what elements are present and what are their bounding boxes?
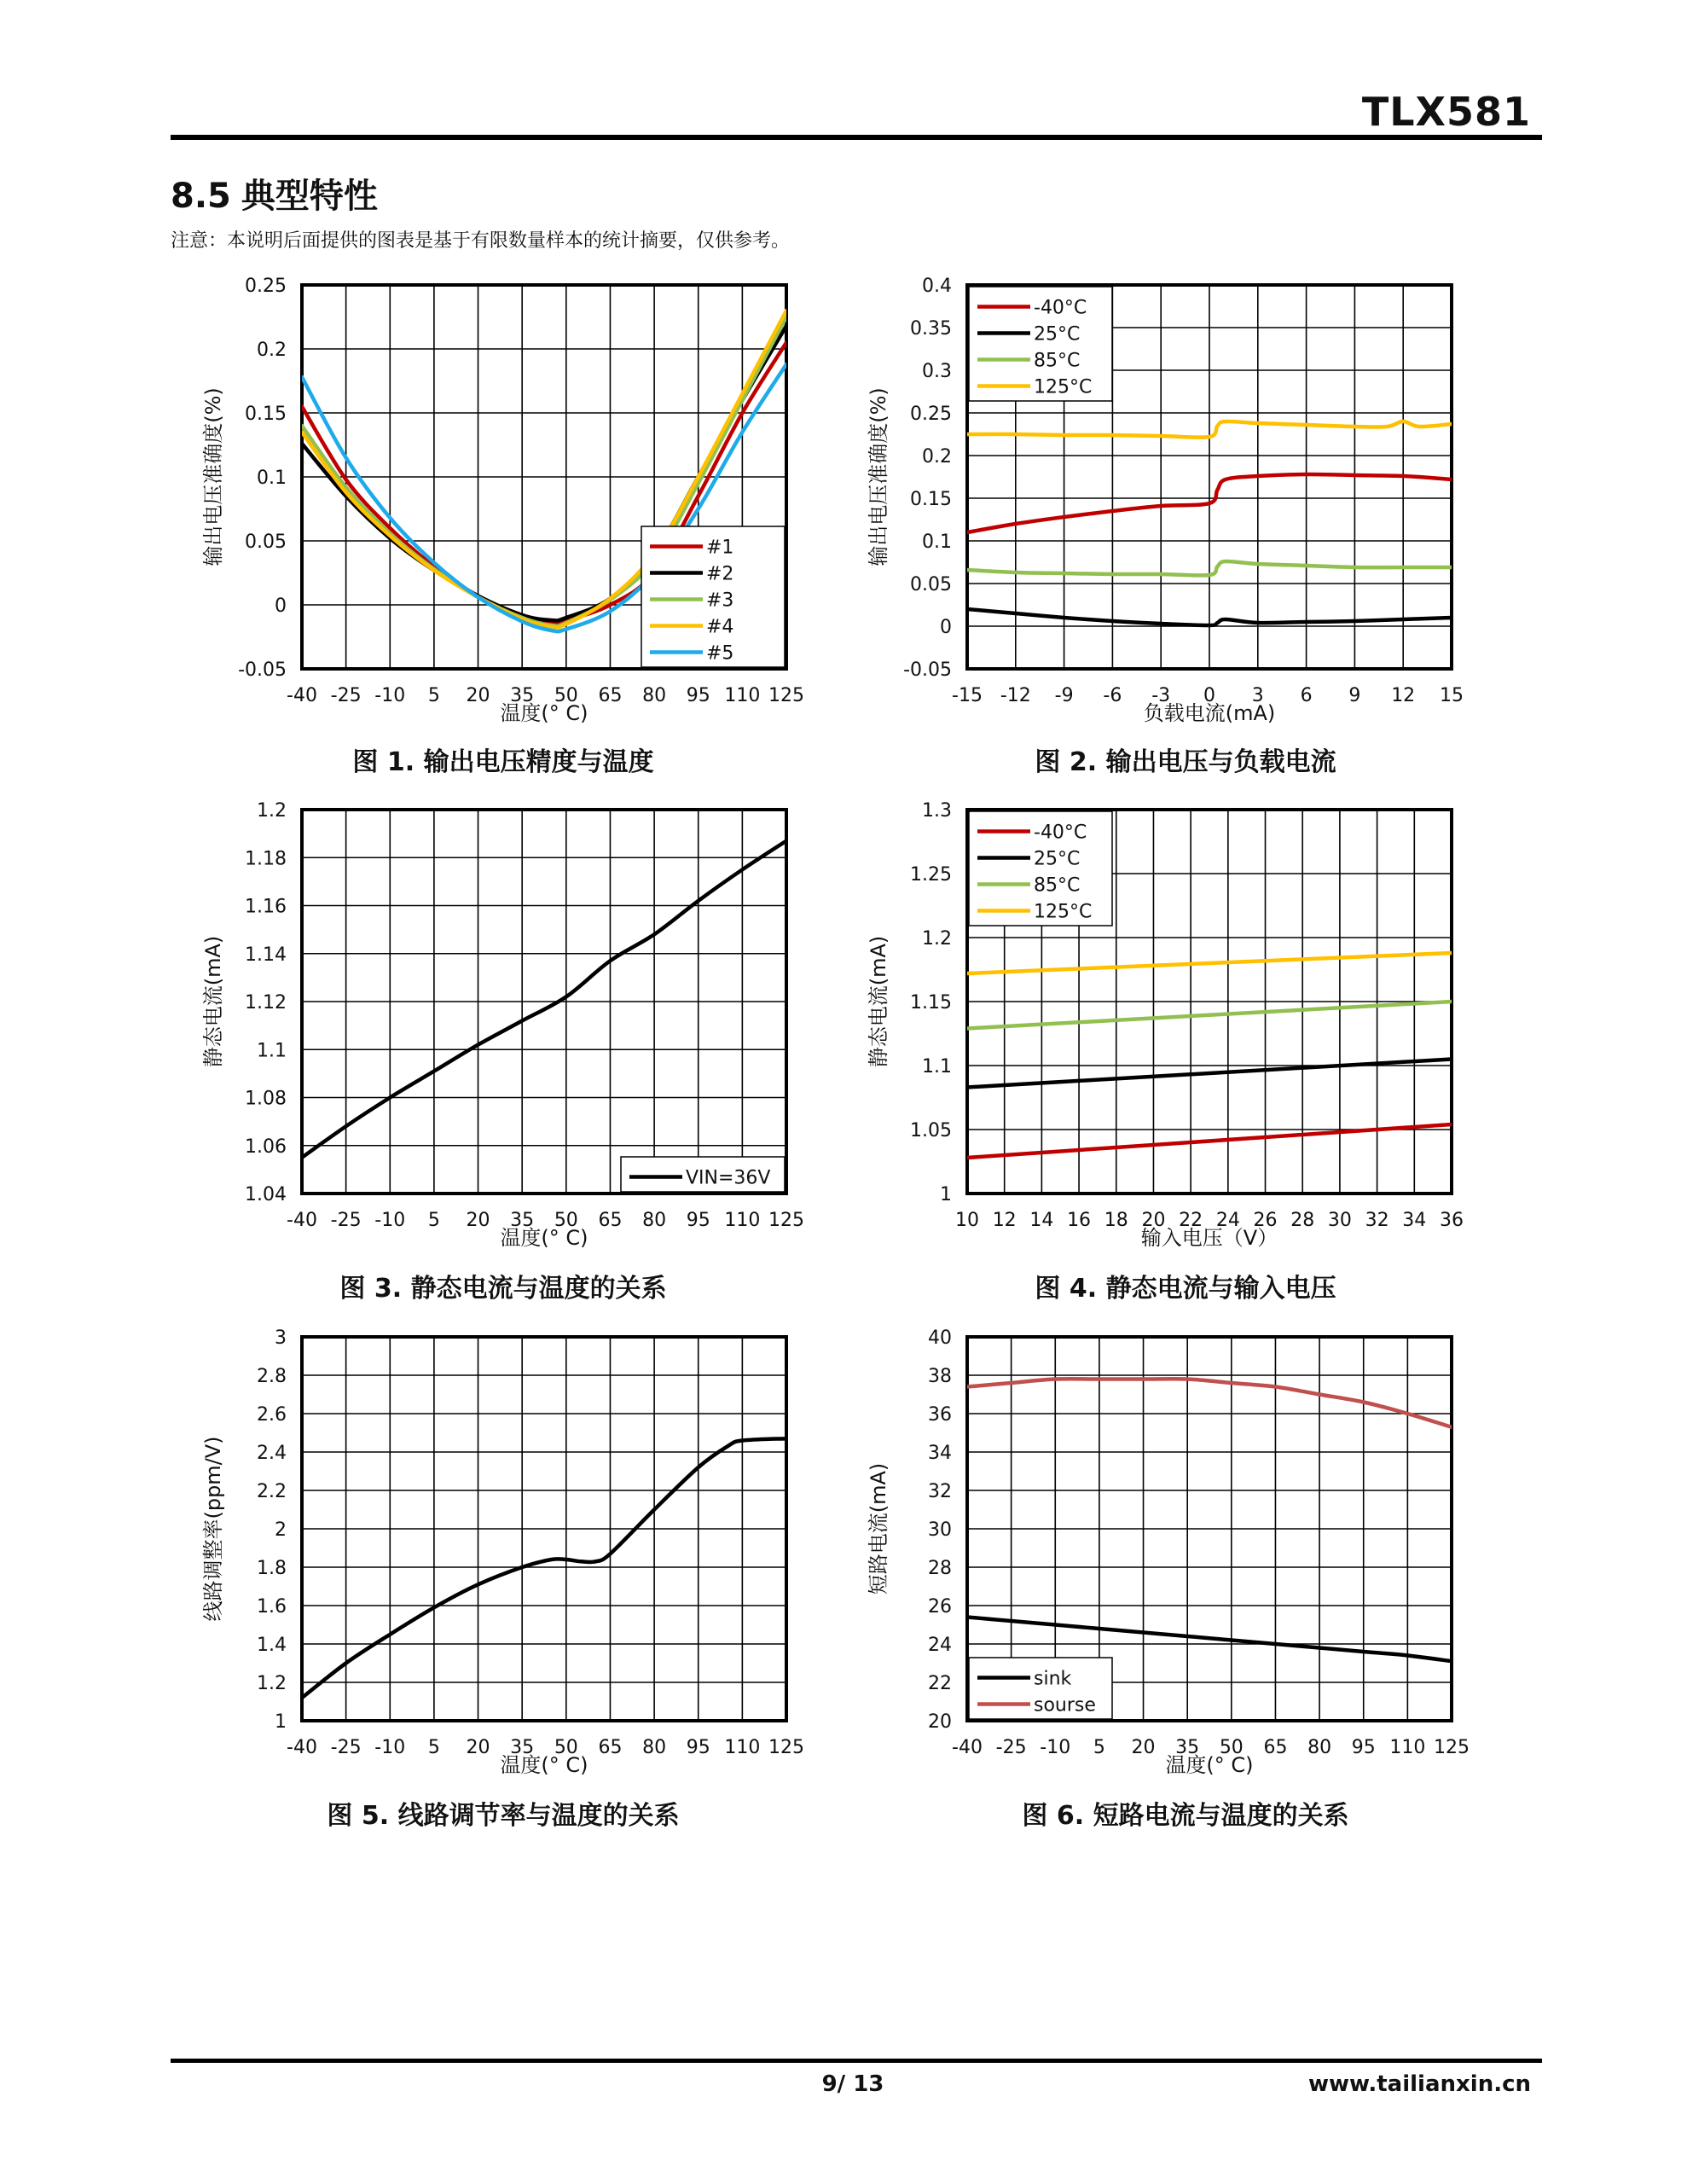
x-tick-label: -10 [374,1210,406,1231]
y-tick-label: 1.1 [922,1056,952,1077]
x-axis-label: 温度(° C) [500,1226,588,1250]
y-tick-label: 1 [275,1711,287,1733]
figure-3-chart [196,798,810,1250]
y-tick-label: 1.15 [910,992,952,1014]
x-tick-label: 36 [1440,1210,1464,1231]
x-tick-label: 110 [1389,1737,1426,1758]
x-tick-label: 6 [1300,685,1313,706]
legend-label: 85°C [1034,350,1081,372]
figure-3-caption: 图 3. 静态电流与温度的关系 [339,1274,667,1304]
x-tick-label: 30 [1327,1210,1352,1231]
legend-label: #1 [706,537,734,559]
y-tick-label: 1.04 [245,1184,287,1205]
x-tick-label: 32 [1365,1210,1389,1231]
x-tick-label: 80 [642,685,667,706]
x-tick-label: 20 [1141,1210,1166,1231]
y-tick-label: 2.6 [257,1404,287,1426]
y-tick-label: 0.2 [922,446,952,468]
y-axis-label: 线路调整率(ppm/V) [201,1436,225,1622]
y-tick-label: 0.4 [922,276,952,297]
x-tick-label: 9 [1348,685,1361,706]
x-tick-label: 12 [1391,685,1416,706]
x-tick-label: 65 [1263,1737,1288,1758]
x-tick-label: 34 [1402,1210,1427,1231]
chart-svg [196,273,810,725]
x-tick-label: 5 [1093,1737,1105,1758]
y-tick-label: 1.08 [245,1088,287,1110]
x-tick-label: 110 [724,1737,761,1758]
page-number: 9/ 13 [821,2071,884,2097]
y-axis-label: 输出电压准确度(%) [201,387,225,566]
x-tick-label: 95 [686,1210,710,1231]
x-tick-label: 95 [686,685,710,706]
x-tick-label: 22 [1179,1210,1203,1231]
y-tick-label: 32 [928,1481,952,1502]
series-group [302,841,786,1158]
x-tick-label: -25 [330,1737,362,1758]
y-tick-label: 40 [928,1327,952,1349]
series-line-2 [967,1060,1452,1088]
section-note: 注意：本说明后面提供的图表是基于有限数量样本的统计摘要，仅供参考。 [171,230,791,252]
x-tick-label: -40 [952,1737,983,1758]
x-tick-label: 125 [768,1210,804,1231]
y-tick-label: 0.15 [245,404,287,425]
x-tick-label: 95 [686,1737,710,1758]
x-tick-label: 80 [1307,1737,1332,1758]
y-tick-label: 20 [928,1711,952,1733]
legend-label: #4 [706,616,734,638]
x-tick-label: 35 [510,685,535,706]
x-tick-label: 26 [1253,1210,1278,1231]
y-tick-label: 1 [940,1184,952,1205]
x-tick-label: 5 [427,685,440,706]
x-tick-label: -40 [287,1737,317,1758]
y-tick-label: 26 [928,1596,952,1618]
x-tick-label: 50 [554,1210,578,1231]
y-tick-label: 0.1 [922,531,952,553]
series-line-2 [967,1379,1452,1427]
legend-label: VIN=36V [686,1167,771,1189]
y-tick-label: 36 [928,1404,952,1426]
legend-label: 125°C [1034,376,1093,398]
legend [969,811,1112,926]
figure-5-chart [196,1325,810,1777]
y-tick-label: 2 [275,1519,287,1541]
x-tick-label: 110 [724,1210,761,1231]
y-axis-label: 静态电流(mA) [201,935,225,1068]
x-tick-label: 110 [724,685,761,706]
y-tick-label: 0.1 [257,468,287,489]
series-group [302,1438,786,1698]
x-tick-label: -12 [1000,685,1031,706]
legend [641,526,785,667]
series-line-3 [967,1002,1452,1029]
section-number: 8.5 [171,177,231,216]
footer-url: www.tailianxin.cn [1307,2071,1531,2097]
y-tick-label: 0.25 [245,276,287,297]
x-tick-label: 125 [768,685,804,706]
y-tick-label: 1.18 [245,848,287,870]
y-tick-label: 1.05 [910,1120,952,1141]
grid [302,1337,786,1721]
x-axis-label: 温度(° C) [500,701,588,725]
x-axis-label: 温度(° C) [500,1753,588,1777]
y-tick-label: 3 [275,1327,287,1349]
grid [302,810,786,1194]
x-tick-label: 20 [466,1210,490,1231]
legend-label: -40°C [1034,822,1087,844]
x-axis-label: 温度(° C) [1165,1753,1254,1777]
y-tick-label: -0.05 [238,659,287,681]
section-heading [171,169,378,218]
x-tick-label: -15 [952,685,983,706]
y-tick-label: 0.2 [257,340,287,361]
x-tick-label: 35 [1175,1737,1200,1758]
legend-label: 85°C [1034,874,1081,897]
y-tick-label: 1.3 [922,800,952,822]
x-tick-label: -6 [1103,685,1122,706]
x-tick-label: -10 [374,685,406,706]
y-tick-label: 28 [928,1558,952,1579]
x-tick-label: 18 [1104,1210,1128,1231]
legend-label: -40°C [1034,297,1087,319]
chart-svg [861,1325,1475,1777]
y-tick-label: 22 [928,1673,952,1694]
figure-2-chart [861,273,1475,725]
legend-label: sourse [1034,1694,1096,1716]
series-line-1 [967,1618,1452,1662]
header-rule [171,135,1542,140]
y-tick-label: 1.14 [245,944,287,966]
series-group [967,953,1452,1158]
legend-label: #3 [706,590,734,612]
x-tick-label: 0 [1203,685,1215,706]
chart-svg [861,798,1475,1250]
y-tick-label: 1.2 [257,1673,287,1694]
x-tick-label: 125 [1434,1737,1470,1758]
series-line-1 [302,1438,786,1698]
section-title: 典型特性 [241,177,378,216]
x-tick-label: 28 [1290,1210,1315,1231]
y-tick-label: 2.2 [257,1481,287,1502]
y-axis-label: 短路电流(mA) [867,1462,890,1595]
x-tick-label: -40 [287,685,317,706]
legend-label: sink [1034,1668,1072,1690]
x-tick-label: 80 [642,1210,667,1231]
x-tick-label: -3 [1151,685,1171,706]
y-tick-label: 1.6 [257,1596,287,1618]
footer-rule [171,2059,1542,2063]
x-tick-label: 12 [992,1210,1017,1231]
y-tick-label: 1.8 [257,1558,287,1579]
y-tick-label: 1.4 [257,1635,287,1656]
x-tick-label: 16 [1067,1210,1092,1231]
legend-label: #5 [706,642,734,665]
y-tick-label: 2.4 [257,1443,287,1464]
x-axis-label: 负载电流(mA) [1143,701,1276,725]
y-tick-label: 1.12 [245,992,287,1014]
x-tick-label: 50 [554,1737,578,1758]
legend-label: 25°C [1034,323,1081,346]
x-tick-label: 35 [510,1210,535,1231]
series-line-4 [967,953,1452,973]
y-tick-label: 1.2 [257,800,287,822]
y-tick-label: 0 [275,595,287,617]
series-group [967,1379,1452,1661]
x-tick-label: 5 [427,1737,440,1758]
x-tick-label: -10 [374,1737,406,1758]
y-tick-label: 0.05 [245,531,287,553]
x-tick-label: 65 [598,1210,623,1231]
y-tick-label: 0 [940,617,952,638]
y-tick-label: 34 [928,1443,952,1464]
x-tick-label: 80 [642,1737,667,1758]
x-tick-label: -9 [1054,685,1074,706]
x-tick-label: 95 [1351,1737,1376,1758]
document-title: TLX581 [1361,89,1531,135]
legend [969,287,1112,401]
x-tick-label: 24 [1215,1210,1240,1231]
x-tick-label: 20 [466,685,490,706]
legend-label: 25°C [1034,848,1081,870]
legend-label: 125°C [1034,901,1093,923]
y-tick-label: 1.2 [922,928,952,950]
figure-6-caption: 图 6. 短路电流与温度的关系 [1022,1801,1349,1831]
y-tick-label: 30 [928,1519,952,1541]
x-tick-label: -10 [1040,1737,1071,1758]
figure-5-caption: 图 5. 线路调节率与温度的关系 [327,1801,680,1831]
y-axis-label: 输出电压准确度(%) [867,387,890,566]
x-tick-label: -25 [995,1737,1027,1758]
x-tick-label: 125 [768,1737,804,1758]
x-tick-label: 20 [466,1737,490,1758]
y-tick-label: 38 [928,1366,952,1387]
x-tick-label: 15 [1440,685,1464,706]
figure-2-caption: 图 2. 输出电压与负载电流 [1035,747,1336,777]
y-tick-label: 0.3 [922,361,952,382]
y-tick-label: 1.16 [245,896,287,918]
x-tick-label: 10 [955,1210,979,1231]
y-tick-label: 0.35 [910,318,952,340]
chart-svg [196,798,810,1250]
figure-4-chart [861,798,1475,1250]
chart-svg [861,273,1475,725]
x-tick-label: 50 [1219,1737,1244,1758]
x-tick-label: 50 [554,685,578,706]
y-tick-label: 2.8 [257,1366,287,1387]
x-tick-label: 14 [1029,1210,1054,1231]
legend-label: #2 [706,563,734,585]
y-tick-label: 1.25 [910,864,952,886]
x-tick-label: 5 [427,1210,440,1231]
y-tick-label: -0.05 [903,659,952,681]
x-tick-label: 35 [510,1737,535,1758]
legend [621,1157,785,1192]
figure-6-chart [861,1325,1475,1777]
x-tick-label: 65 [598,685,623,706]
y-tick-label: 1.1 [257,1040,287,1062]
y-tick-label: 0.15 [910,489,952,510]
legend [969,1658,1112,1719]
y-tick-label: 0.05 [910,574,952,595]
series-line-1 [302,841,786,1158]
x-tick-label: 3 [1251,685,1264,706]
y-tick-label: 24 [928,1635,952,1656]
x-axis-label: 输入电压（V） [1140,1226,1278,1250]
x-tick-label: -25 [330,1210,362,1231]
figure-1-chart [196,273,810,725]
chart-svg [196,1325,810,1777]
x-tick-label: 20 [1131,1737,1156,1758]
y-tick-label: 0.25 [910,404,952,425]
x-tick-label: -25 [330,685,362,706]
x-tick-label: -40 [287,1210,317,1231]
y-tick-label: 1.06 [245,1136,287,1158]
figure-4-caption: 图 4. 静态电流与输入电压 [1035,1274,1336,1304]
figure-1-caption: 图 1. 输出电压精度与温度 [352,747,654,777]
y-axis-label: 静态电流(mA) [867,935,890,1068]
x-tick-label: 65 [598,1737,623,1758]
